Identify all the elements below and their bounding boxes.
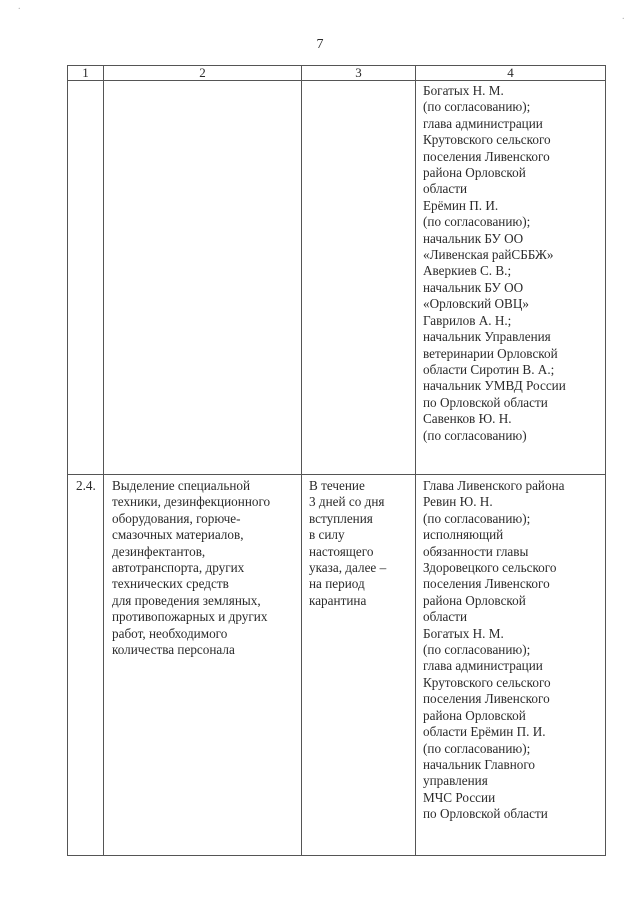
table-row — [68, 81, 606, 475]
column-header: 1 — [68, 66, 104, 81]
scan-mark: . — [18, 1, 21, 12]
row-number-cell — [68, 475, 104, 856]
deadline-text — [302, 81, 415, 84]
measures-table — [67, 65, 606, 856]
responsible-cell — [416, 475, 606, 856]
row-number: 2.4. — [76, 478, 96, 493]
measure-text — [104, 81, 301, 84]
responsible-text: Богатых Н. М. (по согласованию); глава администрации Крутовского сельского поселения Ливенского района Орловской области Ерёмин П. И. (по согласованию); начальник БУ ОО «Ливенская райСББЖ» Аверкиев С. В.; начальник БУ ОО «Орловский ОВЦ» Гаврилов А. Н.; начальник Управления ветеринарии Орловской области Сиротин В. А.; начальник УМВД России по Орловской области Савенков Ю. Н. (по согласованию) — [423, 83, 566, 443]
measure-cell — [104, 475, 302, 856]
row-number-cell — [68, 81, 104, 475]
row-number — [68, 81, 103, 84]
deadline-cell — [302, 475, 416, 856]
table-row — [68, 475, 606, 856]
deadline-cell — [302, 81, 416, 475]
responsible-text: Глава Ливенского района Ревин Ю. Н. (по согласованию); исполняющий обязанности главы Здоровецкого сельского поселения Ливенского района Орловской области Богатых Н. М. (по согласованию); глава администрации Крутовского сельского поселения Ливенского района Орловской области Ерёмин П. И. (по согласованию); начальник Главного управления МЧС России по Орловской области — [423, 478, 565, 822]
table-header-row — [68, 66, 606, 81]
column-header: 2 — [104, 66, 302, 81]
deadline-text: В течение 3 дней со дня вступления в силу настоящего указа, далее – на период карантина — [309, 478, 387, 608]
column-header: 4 — [416, 66, 606, 81]
page-number: 7 — [316, 37, 324, 52]
measure-cell — [104, 81, 302, 475]
responsible-cell — [416, 81, 606, 475]
scan-mark: . — [622, 11, 625, 22]
column-header: 3 — [302, 66, 416, 81]
measure-text: Выделение специальной техники, дезинфекционного оборудования, горюче- смазочных материалов, дезинфектантов, автотранспорта, других технических средств для проведения земляных, противопожарных и других работ, необходимого количества персонала — [112, 478, 271, 658]
